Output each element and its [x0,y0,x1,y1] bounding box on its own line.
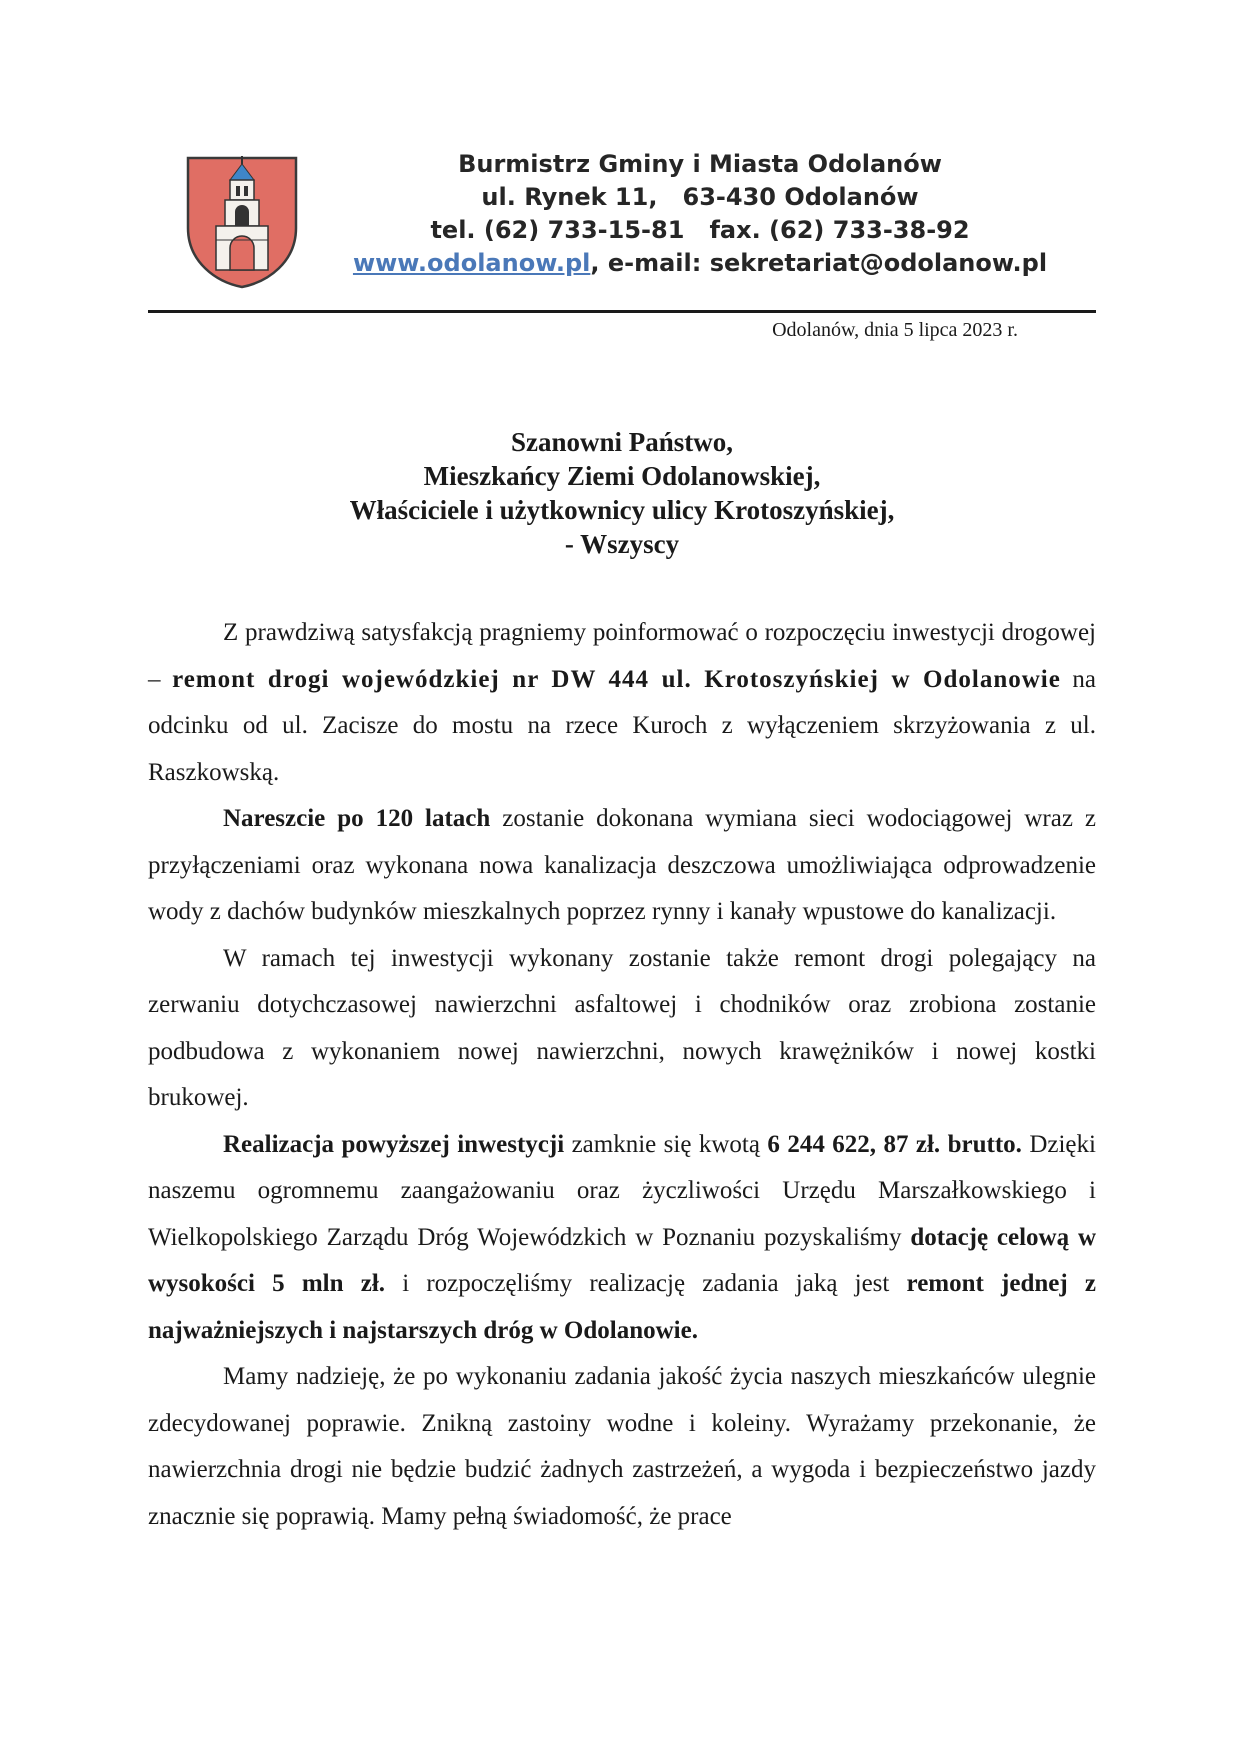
salutation-line: Właściciele i użytkownicy ulicy Krotoszyńskiej, [349,495,895,525]
email-text: , e-mail: sekretariat@odolanow.pl [590,249,1048,277]
paragraph-5: Mamy nadzieję, że po wykonaniu zadania jakość życia naszych mieszkańców ulegnie zdecydowanej poprawie. Znikną zastoiny wodne i koleiny. Wyrażamy przekonanie, że nawierzchnia drogi nie będzie budzić żadnych zastrzeżeń, a wygoda i bezpieczeństwo jazdy znacznie się poprawią. Mamy pełną świadomość, że prace [148,1363,1096,1530]
paragraph-2 [148,796,1096,936]
letterhead-title: Burmistrz Gminy i Miasta Odolanów [458,150,942,178]
letterhead [300,148,1100,280]
emphasis: Realizacja powyższej inwestycji [223,1130,565,1158]
letter-date: Odolanów, dnia 5 lipca 2023 r. [772,319,1018,341]
paragraph-4 [148,1122,1096,1355]
website-link[interactable]: www.odolanow.pl [352,249,591,277]
letter-body [148,610,1096,1540]
header-divider [148,310,1096,313]
text: i rozpoczęliśmy realizację zadania jaką jest [385,1270,907,1297]
emphasis: Nareszcie po 120 latach [223,805,491,832]
emphasis: remont drogi wojewódzkiej nr DW 444 ul. Krotoszyńskiej w Odolanowie [172,665,1061,693]
coat-of-arms-icon [180,150,304,290]
salutation-line: Mieszkańcy Ziemi Odolanowskiej, [423,461,821,491]
letterhead-contact [300,247,1100,280]
text: Z prawdziwą satysfakcją pragniemy poinformować o rozpoczęciu inwestycji drogowej – [148,619,1096,693]
letterhead-address: ul. Rynek 11, 63-430 Odolanów [481,183,919,211]
paragraph-1 [148,610,1096,796]
emphasis: 6 244 622, 87 zł. brutto. [767,1130,1022,1158]
emphasis: remont jednej z najważniejszych i najstarszych dróg w Odolanowie. [148,1270,1096,1344]
salutation-line: - Wszyscy [564,529,680,559]
salutation-line: Szanowni Państwo, [510,427,734,457]
text: zamknie się kwotą [564,1130,768,1158]
text: zostanie dokonana wymiana sieci wodociągowej wraz z przyłączeniami oraz wykonana nowa kanalizacja deszczowa umożliwiająca odprowadzenie wody z dachów budynków mieszkalnych poprzez rynny i kanały wpustowe do kanalizacji. [148,805,1097,925]
text: Dzięki naszemu ogromnemu zaangażowaniu oraz życzliwości Urzędu Marszałkowskiego i Wielkopolskiego Zarządu Dróg Wojewódzkich w Poznaniu pozyskaliśmy [148,1130,1096,1251]
paragraph-3: W ramach tej inwestycji wykonany zostanie także remont drogi polegający na zerwaniu dotychczasowej nawierzchni asfaltowej i chodników oraz zrobiona zostanie podbudowa z wykonaniem nowej nawierzchni, nowych krawężników i nowej kostki brukowej. [148,944,1096,1111]
text: na odcinku od ul. Zacisze do mostu na rzece Kuroch z wyłączeniem skrzyżowania z ul. Raszkowską. [148,665,1097,786]
salutation [148,425,1096,561]
emphasis: dotację celową w wysokości 5 mln zł. [148,1223,1096,1297]
letterhead-phone: tel. (62) 733-15-81 fax. (62) 733-38-92 [430,216,970,244]
